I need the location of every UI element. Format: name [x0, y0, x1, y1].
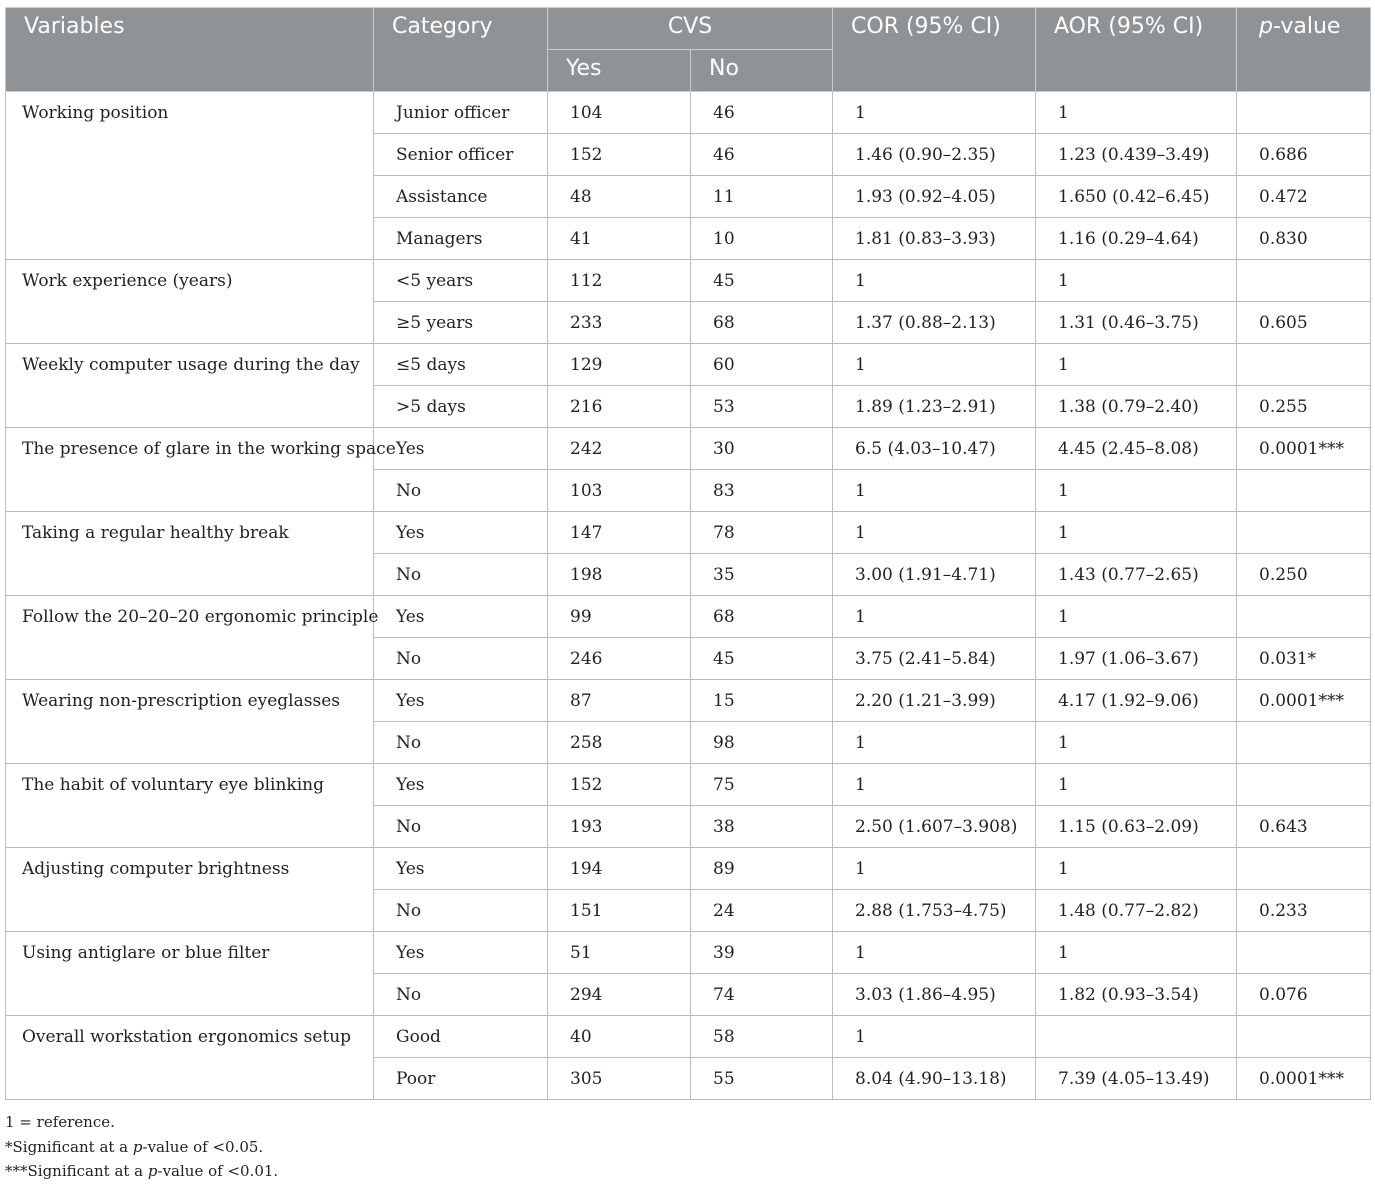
cell-pvalue: 0.472: [1237, 176, 1371, 218]
cell-cor: 2.20 (1.21–3.99): [833, 680, 1036, 722]
cell-cvs-yes: 152: [548, 134, 691, 176]
cell-variable: The habit of voluntary eye blinking: [6, 764, 374, 848]
cell-cor: 1: [833, 344, 1036, 386]
cell-aor: 1.16 (0.29–4.64): [1036, 218, 1237, 260]
cell-cor: 1: [833, 92, 1036, 134]
cell-pvalue: [1237, 764, 1371, 806]
cell-pvalue: 0.605: [1237, 302, 1371, 344]
cell-cvs-yes: 51: [548, 932, 691, 974]
cell-cor: 1.81 (0.83–3.93): [833, 218, 1036, 260]
cell-category: <5 years: [374, 260, 548, 302]
cell-cvs-no: 68: [691, 596, 833, 638]
cell-category: No: [374, 638, 548, 680]
cell-cvs-yes: 48: [548, 176, 691, 218]
cell-variable: Follow the 20–20–20 ergonomic principle: [6, 596, 374, 680]
cell-cor: 1: [833, 932, 1036, 974]
cell-cor: 1: [833, 260, 1036, 302]
table-container: [5, 7, 1370, 1184]
table-row: [6, 428, 1371, 470]
cell-category: Senior officer: [374, 134, 548, 176]
cell-cvs-yes: 99: [548, 596, 691, 638]
cell-pvalue: [1237, 344, 1371, 386]
cell-aor: 1: [1036, 92, 1237, 134]
cell-cvs-no: 46: [691, 92, 833, 134]
cell-aor: 1: [1036, 470, 1237, 512]
cell-cvs-no: 45: [691, 638, 833, 680]
cell-cvs-yes: 242: [548, 428, 691, 470]
cell-cvs-no: 58: [691, 1016, 833, 1058]
cell-aor: [1036, 1016, 1237, 1058]
cell-pvalue: [1237, 848, 1371, 890]
header-cvs-no: No: [691, 50, 833, 92]
cell-cvs-no: 30: [691, 428, 833, 470]
table-row: [6, 512, 1371, 554]
cell-aor: 1: [1036, 512, 1237, 554]
cell-cvs-yes: 246: [548, 638, 691, 680]
cell-cvs-yes: 103: [548, 470, 691, 512]
cell-cvs-yes: 305: [548, 1058, 691, 1100]
cell-cvs-no: 15: [691, 680, 833, 722]
cell-cvs-yes: 233: [548, 302, 691, 344]
cell-category: Yes: [374, 680, 548, 722]
cell-aor: 1: [1036, 764, 1237, 806]
cell-category: Yes: [374, 512, 548, 554]
cell-cvs-yes: 194: [548, 848, 691, 890]
cell-category: Assistance: [374, 176, 548, 218]
cell-aor: 1.82 (0.93–3.54): [1036, 974, 1237, 1016]
table-row: [6, 344, 1371, 386]
cell-variable: The presence of glare in the working space: [6, 428, 374, 512]
cell-cvs-yes: 193: [548, 806, 691, 848]
cell-category: >5 days: [374, 386, 548, 428]
cell-category: Poor: [374, 1058, 548, 1100]
cell-aor: 7.39 (4.05–13.49): [1036, 1058, 1237, 1100]
cell-pvalue: [1237, 932, 1371, 974]
cell-aor: 1.15 (0.63–2.09): [1036, 806, 1237, 848]
cell-aor: 1: [1036, 260, 1237, 302]
cell-cvs-yes: 147: [548, 512, 691, 554]
table-row: [6, 848, 1371, 890]
header-cvs: CVS: [548, 8, 833, 50]
table-footnotes: [5, 1110, 1370, 1184]
cell-pvalue: 0.0001***: [1237, 680, 1371, 722]
cell-cvs-yes: 294: [548, 974, 691, 1016]
cell-cvs-no: 68: [691, 302, 833, 344]
cell-pvalue: 0.233: [1237, 890, 1371, 932]
cell-cvs-no: 74: [691, 974, 833, 1016]
cell-pvalue: [1237, 722, 1371, 764]
cell-pvalue: [1237, 470, 1371, 512]
cell-category: Yes: [374, 764, 548, 806]
cell-pvalue: 0.255: [1237, 386, 1371, 428]
cell-aor: 1.650 (0.42–6.45): [1036, 176, 1237, 218]
cell-pvalue: 0.643: [1237, 806, 1371, 848]
cell-cvs-yes: 129: [548, 344, 691, 386]
cell-cvs-no: 89: [691, 848, 833, 890]
header-pvalue-p: p: [1259, 14, 1273, 39]
cell-pvalue: [1237, 512, 1371, 554]
table-body: [6, 92, 1371, 1100]
cell-cvs-yes: 198: [548, 554, 691, 596]
cell-pvalue: 0.0001***: [1237, 1058, 1371, 1100]
cell-variable: Work experience (years): [6, 260, 374, 344]
cell-cor: 6.5 (4.03–10.47): [833, 428, 1036, 470]
cell-aor: 1.38 (0.79–2.40): [1036, 386, 1237, 428]
cell-cor: 1.46 (0.90–2.35): [833, 134, 1036, 176]
cell-category: No: [374, 890, 548, 932]
cell-aor: 1.23 (0.439–3.49): [1036, 134, 1237, 176]
cell-aor: 4.45 (2.45–8.08): [1036, 428, 1237, 470]
cell-cvs-no: 60: [691, 344, 833, 386]
cell-pvalue: 0.686: [1237, 134, 1371, 176]
cell-category: ≤5 days: [374, 344, 548, 386]
cell-pvalue: [1237, 260, 1371, 302]
regression-table: [5, 7, 1371, 1100]
cell-variable: Weekly computer usage during the day: [6, 344, 374, 428]
cell-category: Yes: [374, 596, 548, 638]
cell-cvs-no: 35: [691, 554, 833, 596]
cell-variable: Adjusting computer brightness: [6, 848, 374, 932]
cell-cvs-no: 75: [691, 764, 833, 806]
header-cor: COR (95% CI): [833, 8, 1036, 92]
cell-aor: 4.17 (1.92–9.06): [1036, 680, 1237, 722]
table-row: [6, 596, 1371, 638]
cell-category: ≥5 years: [374, 302, 548, 344]
header-pvalue-rest: -value: [1272, 14, 1341, 39]
cell-category: No: [374, 722, 548, 764]
cell-cvs-yes: 258: [548, 722, 691, 764]
cell-cvs-yes: 112: [548, 260, 691, 302]
cell-cor: 8.04 (4.90–13.18): [833, 1058, 1036, 1100]
table-header: [6, 8, 1371, 92]
cell-category: Junior officer: [374, 92, 548, 134]
cell-cvs-no: 45: [691, 260, 833, 302]
cell-variable: Working position: [6, 92, 374, 260]
header-pvalue: [1237, 8, 1371, 92]
cell-category: No: [374, 974, 548, 1016]
table-row: [6, 932, 1371, 974]
cell-cor: 2.88 (1.753–4.75): [833, 890, 1036, 932]
table-row: [6, 260, 1371, 302]
cell-aor: 1: [1036, 722, 1237, 764]
header-aor: AOR (95% CI): [1036, 8, 1237, 92]
cell-aor: 1: [1036, 932, 1237, 974]
cell-cor: 1: [833, 848, 1036, 890]
cell-variable: Overall workstation ergonomics setup: [6, 1016, 374, 1100]
cell-cor: 3.00 (1.91–4.71): [833, 554, 1036, 596]
cell-cor: 1: [833, 596, 1036, 638]
footnote-significance-001: ***Significant at a p-value of <0.01.: [5, 1162, 279, 1180]
cell-variable: Taking a regular healthy break: [6, 512, 374, 596]
cell-category: No: [374, 470, 548, 512]
table-row: [6, 92, 1371, 134]
cell-aor: 1.48 (0.77–2.82): [1036, 890, 1237, 932]
table-row: [6, 764, 1371, 806]
cell-cor: 3.03 (1.86–4.95): [833, 974, 1036, 1016]
cell-variable: Wearing non-prescription eyeglasses: [6, 680, 374, 764]
cell-cvs-yes: 152: [548, 764, 691, 806]
cell-aor: 1.31 (0.46–3.75): [1036, 302, 1237, 344]
table-row: [6, 680, 1371, 722]
cell-cor: 1: [833, 722, 1036, 764]
cell-aor: 1: [1036, 596, 1237, 638]
cell-cvs-no: 38: [691, 806, 833, 848]
cell-cvs-no: 55: [691, 1058, 833, 1100]
cell-cvs-no: 53: [691, 386, 833, 428]
cell-cvs-no: 24: [691, 890, 833, 932]
footnote-significance-005: *Significant at a p-value of <0.05.: [5, 1137, 264, 1156]
cell-cor: 1: [833, 512, 1036, 554]
cell-cor: 1: [833, 1016, 1036, 1058]
cell-aor: 1.97 (1.06–3.67): [1036, 638, 1237, 680]
cell-cvs-yes: 41: [548, 218, 691, 260]
table-row: [6, 1016, 1371, 1058]
cell-cor: 2.50 (1.607–3.908): [833, 806, 1036, 848]
cell-category: Managers: [374, 218, 548, 260]
footnote-reference: 1 = reference.: [5, 1113, 115, 1131]
cell-category: Yes: [374, 932, 548, 974]
cell-category: Yes: [374, 848, 548, 890]
cell-cvs-no: 10: [691, 218, 833, 260]
cell-cor: 1.89 (1.23–2.91): [833, 386, 1036, 428]
cell-cvs-yes: 104: [548, 92, 691, 134]
cell-cvs-yes: 216: [548, 386, 691, 428]
cell-cor: 1: [833, 764, 1036, 806]
header-category: Category: [374, 8, 548, 92]
header-cvs-yes: Yes: [548, 50, 691, 92]
cell-pvalue: 0.076: [1237, 974, 1371, 1016]
cell-aor: 1: [1036, 848, 1237, 890]
cell-cvs-no: 98: [691, 722, 833, 764]
cell-cvs-yes: 40: [548, 1016, 691, 1058]
cell-category: No: [374, 806, 548, 848]
cell-category: Good: [374, 1016, 548, 1058]
cell-category: Yes: [374, 428, 548, 470]
cell-cvs-no: 39: [691, 932, 833, 974]
cell-pvalue: [1237, 596, 1371, 638]
cell-cor: 1: [833, 470, 1036, 512]
cell-cor: 1.37 (0.88–2.13): [833, 302, 1036, 344]
cell-category: No: [374, 554, 548, 596]
cell-cvs-no: 83: [691, 470, 833, 512]
cell-cvs-no: 46: [691, 134, 833, 176]
cell-pvalue: 0.0001***: [1237, 428, 1371, 470]
cell-variable: Using antiglare or blue filter: [6, 932, 374, 1016]
cell-aor: 1: [1036, 344, 1237, 386]
cell-cvs-yes: 151: [548, 890, 691, 932]
cell-cvs-yes: 87: [548, 680, 691, 722]
header-variables: Variables: [6, 8, 374, 92]
cell-cvs-no: 78: [691, 512, 833, 554]
cell-pvalue: [1237, 1016, 1371, 1058]
cell-cvs-no: 11: [691, 176, 833, 218]
cell-pvalue: [1237, 92, 1371, 134]
cell-cor: 3.75 (2.41–5.84): [833, 638, 1036, 680]
cell-pvalue: 0.031*: [1237, 638, 1371, 680]
cell-pvalue: 0.830: [1237, 218, 1371, 260]
cell-cor: 1.93 (0.92–4.05): [833, 176, 1036, 218]
cell-aor: 1.43 (0.77–2.65): [1036, 554, 1237, 596]
cell-pvalue: 0.250: [1237, 554, 1371, 596]
